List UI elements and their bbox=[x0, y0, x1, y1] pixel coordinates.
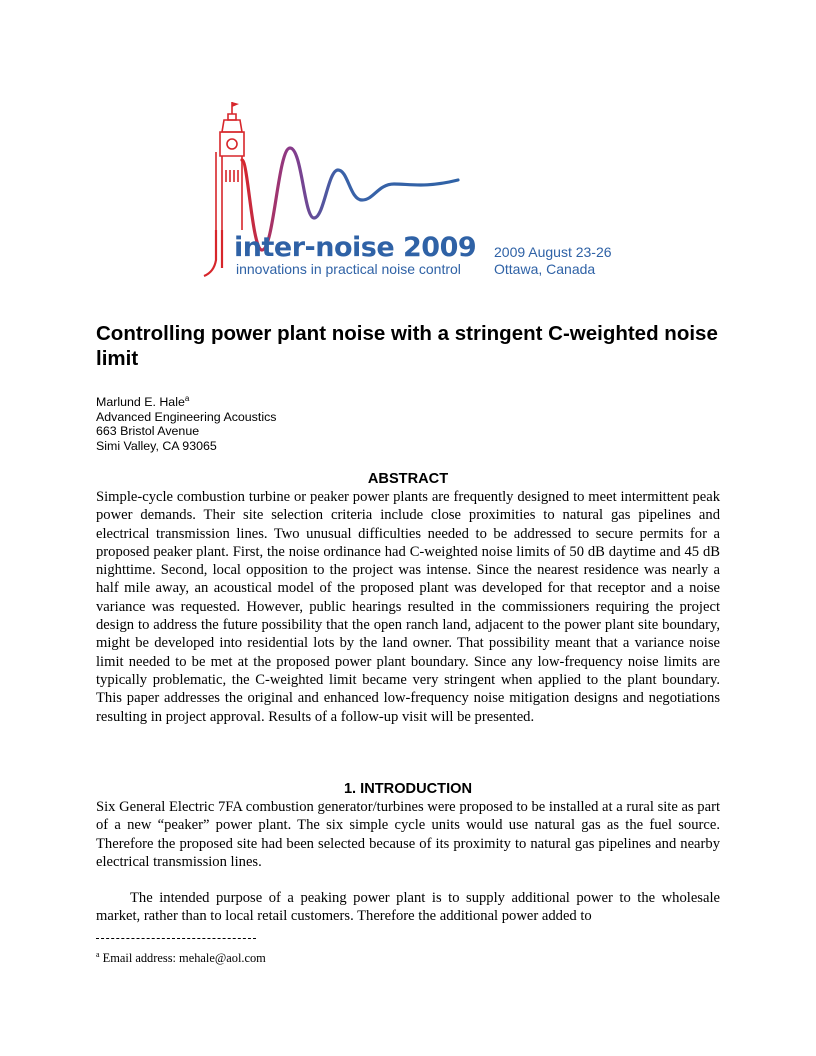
introduction-heading: 1. INTRODUCTION bbox=[343, 781, 473, 797]
footnote-text: Email address: mehale@aol.com bbox=[102, 951, 266, 965]
affiliation: Advanced Engineering Acoustics bbox=[96, 409, 277, 424]
footnote bbox=[96, 951, 266, 965]
introduction-paragraph-2: The intended purpose of a peaking power plant is to supply additional power to the wholesale market, rather than to local retail customers. Therefore the additional power added to bbox=[96, 890, 720, 925]
author-name: Marlund E. Hale bbox=[96, 395, 185, 409]
logo-name: inter-noise 2009 bbox=[234, 232, 477, 263]
address-line-2: Simi Valley, CA 93065 bbox=[96, 438, 217, 453]
footnote-rule bbox=[96, 938, 256, 939]
introduction-paragraph-1: Six General Electric 7FA combustion generator/turbines were proposed to be installed at a rural site as part of a new “peaker” power plant. The six simple cycle units would use natural gas as the fuel source. Therefore the proposed site had been selected because of its proximity to natural gas pipelines and nearby electrical transmission lines. bbox=[96, 799, 720, 870]
abstract-text: Simple-cycle combustion turbine or peaker power plants are frequently designed to meet intermittent peak power demands. Their site selection criteria include close proximities to natural gas pipelines and electrical transmission lines. Two unusual difficulties needed to be addressed to secure permits for a proposed peaker plant. First, the noise ordinance had C-weighted noise limits of 50 dB daytime and 45 dB nighttime. Second, local opposition to the project was intense. Since the nearest residence was nearly a half mile away, an acoustical model of the proposed plant was developed for that receptor and a noise variance was requested. However, public hearings resulted in the commissioners requiring the project design to address the future possibility that the open ranch land, adjacent to the power plant site boundary, might be developed into residential lots by the land owner. That possibility meant that a variance noise limit needed to be met at the proposed power plant boundary. Since any low-frequency noise limits are typically problematic, the C-weighted limit became very stringent when applied to the plant boundary. This paper addresses the original and enhanced low-frequency noise mitigation designs and negotiations resulting in project approval. Results of a follow-up visit will be presented. bbox=[96, 489, 720, 725]
conference-dates: 2009 August 23-26 bbox=[494, 244, 612, 260]
abstract-heading: ABSTRACT bbox=[367, 471, 449, 487]
address-line-1: 663 Bristol Avenue bbox=[96, 424, 200, 438]
author-footnote-marker: a bbox=[184, 394, 190, 403]
author-line bbox=[96, 395, 276, 410]
logo-tagline: innovations in practical noise control bbox=[236, 261, 461, 277]
author-block bbox=[96, 395, 276, 453]
footnote-marker: a bbox=[96, 950, 100, 959]
paper-title: Controlling power plant noise with a stringent C-weighted noise limit bbox=[96, 322, 718, 370]
conference-location: Ottawa, Canada bbox=[494, 261, 596, 277]
